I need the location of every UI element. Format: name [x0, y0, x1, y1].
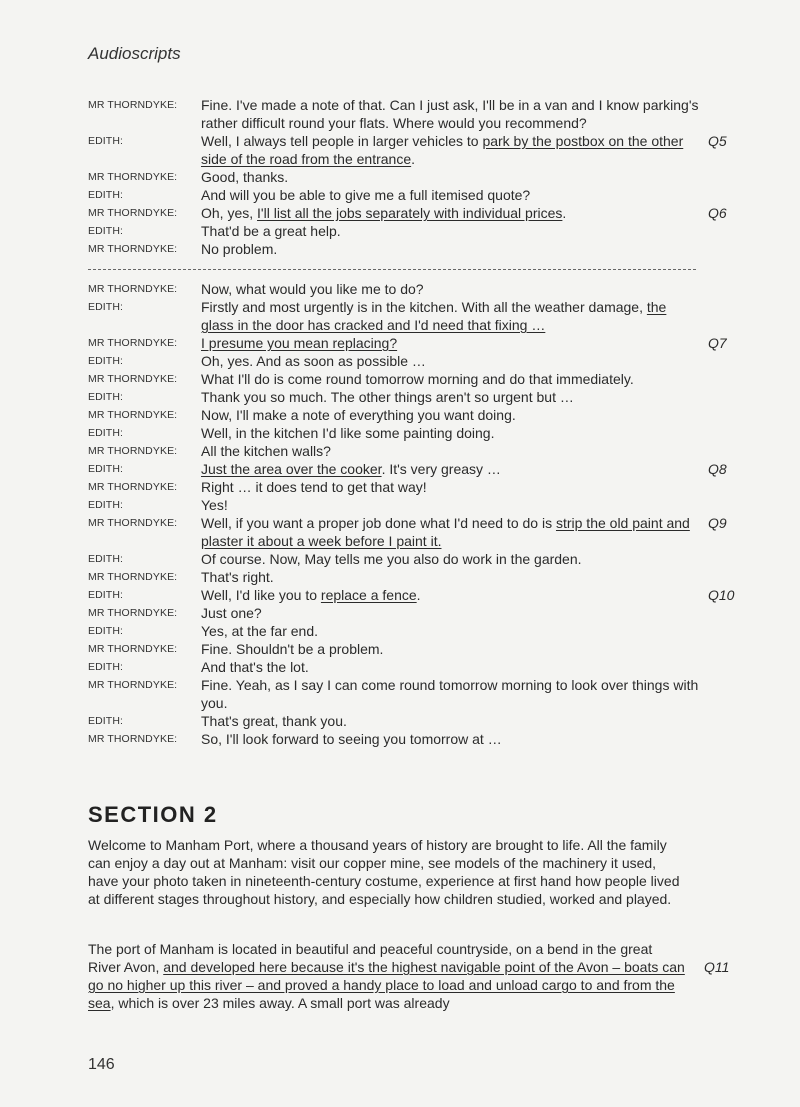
speech-text: [201, 460, 701, 478]
underlined-answer: strip the old paint and plaster it about a week before I paint it.: [201, 515, 690, 549]
underlined-answer: and developed here because it's the highest navigable point of the Avon – boats can go no higher up this river – and proved a handy place to load and unload cargo to and from the sea: [88, 959, 685, 1011]
speaker-label: EDITH:: [88, 135, 124, 147]
dialogue-line: [88, 442, 748, 460]
running-header: Audioscripts: [88, 44, 181, 63]
text-segment: What I'll do is come round tomorrow morning and do that immediately.: [201, 371, 634, 387]
speech-text: [201, 298, 701, 334]
dialogue-line: [88, 352, 748, 370]
text-segment: Well, I always tell people in larger vehicles to: [201, 133, 483, 149]
dashed-divider: [88, 269, 696, 270]
dialogue-line: [88, 514, 748, 550]
speaker-label: EDITH:: [88, 391, 124, 403]
text-segment: That's great, thank you.: [201, 713, 347, 729]
dialogue-line: [88, 676, 748, 712]
speaker-label: MR THORNDYKE:: [88, 283, 178, 295]
dialogue-line: [88, 204, 748, 222]
text-segment: .: [411, 151, 416, 167]
text-segment: Thank you so much. The other things aren't so urgent but …: [201, 389, 574, 405]
text-segment: Good, thanks.: [201, 169, 289, 185]
speaker-label: EDITH:: [88, 225, 124, 237]
paragraph-port: [88, 940, 688, 1012]
speaker-label: MR THORNDYKE:: [88, 373, 178, 385]
speech-text: [201, 622, 701, 640]
dialogue-line: [88, 222, 748, 240]
speaker-label: MR THORNDYKE:: [88, 99, 178, 111]
text-segment: Of course. Now, May tells me you also do work in the garden.: [201, 551, 582, 567]
dialogue-line: [88, 730, 748, 748]
speech-text: [201, 424, 701, 442]
underlined-answer: replace a fence: [320, 587, 417, 603]
speech-text: [201, 186, 701, 204]
question-marker: Q11: [704, 959, 730, 975]
speech-text: [201, 478, 701, 496]
speaker-label: EDITH:: [88, 427, 124, 439]
text-segment: , which is over 23 miles away. A small port was already: [110, 995, 450, 1011]
page-number: 146: [88, 1056, 115, 1073]
dialogue-line: [88, 460, 748, 478]
dialogue-line: [88, 406, 748, 424]
text-segment: Oh, yes,: [201, 205, 258, 221]
text-segment: .: [416, 587, 421, 603]
speaker-label: MR THORNDYKE:: [88, 409, 178, 421]
text-segment: Fine. Yeah, as I say I can come round tomorrow morning to look over things with you.: [201, 677, 699, 711]
underlined-answer: Just the area over the cooker: [201, 461, 382, 477]
speech-text: [201, 132, 701, 168]
underlined-answer: the glass in the door has cracked and I'd need that fixing …: [201, 299, 667, 333]
speech-text: [201, 406, 701, 424]
text-segment: Fine. I've made a note of that. Can I just ask, I'll be in a van and I know parking's rather difficult round your flats. Where would you recommend?: [201, 97, 699, 131]
speaker-label: MR THORNDYKE:: [88, 733, 178, 745]
text-segment: Now, I'll make a note of everything you want doing.: [201, 407, 516, 423]
question-marker: Q5: [708, 133, 727, 149]
speech-text: [201, 640, 701, 658]
speaker-label: MR THORNDYKE:: [88, 337, 178, 349]
speech-text: [201, 730, 701, 748]
text-segment: That's right.: [201, 569, 274, 585]
text-segment: Right … it does tend to get that way!: [201, 479, 427, 495]
speech-text: [201, 586, 701, 604]
dialogue-line: [88, 712, 748, 730]
speaker-label: MR THORNDYKE:: [88, 571, 178, 583]
speech-text: [201, 514, 701, 550]
dialogue-line: [88, 586, 748, 604]
dialogue-line: [88, 298, 748, 334]
dialogue-line: [88, 640, 748, 658]
text-segment: Yes!: [201, 497, 228, 513]
speech-text: [201, 168, 701, 186]
question-marker: Q10: [708, 587, 735, 603]
dialogue-part-2: [88, 280, 748, 748]
speech-text: [201, 496, 701, 514]
underlined-answer: I'll list all the jobs separately with individual prices: [257, 205, 563, 221]
speech-text: [201, 204, 701, 222]
question-marker: Q6: [708, 205, 727, 221]
text-segment: . It's very greasy …: [381, 461, 501, 477]
dialogue-line: [88, 550, 748, 568]
text-segment: And will you be able to give me a full itemised quote?: [201, 187, 531, 203]
dialogue-line: [88, 496, 748, 514]
question-marker: Q9: [708, 515, 727, 531]
speaker-label: EDITH:: [88, 625, 124, 637]
speaker-label: MR THORNDYKE:: [88, 517, 178, 529]
speaker-label: MR THORNDYKE:: [88, 243, 178, 255]
text-segment: So, I'll look forward to seeing you tomorrow at …: [201, 731, 502, 747]
dialogue-line: [88, 478, 748, 496]
dialogue-line: [88, 96, 748, 132]
speech-text: [201, 442, 701, 460]
dialogue-line: [88, 424, 748, 442]
dialogue-line: [88, 388, 748, 406]
speaker-label: EDITH:: [88, 661, 124, 673]
speaker-label: MR THORNDYKE:: [88, 171, 178, 183]
speaker-label: EDITH:: [88, 189, 124, 201]
speaker-label: MR THORNDYKE:: [88, 679, 178, 691]
speaker-label: MR THORNDYKE:: [88, 207, 178, 219]
dialogue-transcript: [88, 96, 748, 748]
speech-text: [201, 658, 701, 676]
text-segment: The port of Manham is located in beautiful and peaceful countryside, on a bend in the great River Avon,: [88, 941, 653, 975]
speech-text: [201, 550, 701, 568]
dialogue-line: [88, 370, 748, 388]
speaker-label: EDITH:: [88, 715, 124, 727]
dialogue-line: [88, 240, 748, 258]
question-marker: Q8: [708, 461, 727, 477]
dialogue-line: [88, 280, 748, 298]
text-segment: Firstly and most urgently is in the kitchen. With all the weather damage,: [201, 299, 647, 315]
dialogue-part-1: [88, 96, 748, 258]
speaker-label: EDITH:: [88, 301, 124, 313]
speech-text: [201, 676, 701, 712]
speaker-label: EDITH:: [88, 589, 124, 601]
speech-text: [201, 568, 701, 586]
dialogue-line: [88, 334, 748, 352]
underlined-answer: I presume you mean replacing?: [201, 335, 398, 351]
speaker-label: MR THORNDYKE:: [88, 481, 178, 493]
text-segment: Yes, at the far end.: [201, 623, 319, 639]
speaker-label: EDITH:: [88, 355, 124, 367]
speaker-label: MR THORNDYKE:: [88, 607, 178, 619]
text-segment: All the kitchen walls?: [201, 443, 331, 459]
dialogue-line: [88, 186, 748, 204]
text-segment: Just one?: [201, 605, 262, 621]
speech-text: [201, 334, 701, 352]
paragraph-intro: Welcome to Manham Port, where a thousand years of history are brought to life. All the family can enjoy a day out at Manham: visit our copper mine, see models of the machinery it used, have your photo taken in nineteenth-century costume, experience at first hand how people lived at different stages throughout history, and especially how children studied, worked and played.: [88, 837, 680, 907]
underlined-answer: park by the postbox on the other side of the road from the entrance: [201, 133, 684, 167]
speech-text: [201, 388, 701, 406]
text-segment: Well, if you want a proper job done what I'd need to do is: [201, 515, 556, 531]
dialogue-line: [88, 168, 748, 186]
speech-text: [201, 604, 701, 622]
speech-text: [201, 222, 701, 240]
text-segment: .: [562, 205, 567, 221]
text-segment: And that's the lot.: [201, 659, 309, 675]
text-segment: Well, in the kitchen I'd like some painting doing.: [201, 425, 495, 441]
question-marker: Q7: [708, 335, 727, 351]
speaker-label: EDITH:: [88, 499, 124, 511]
text-segment: Fine. Shouldn't be a problem.: [201, 641, 384, 657]
text-segment: Well, I'd like you to: [201, 587, 321, 603]
dialogue-line: [88, 132, 748, 168]
dialogue-line: [88, 658, 748, 676]
dialogue-line: [88, 568, 748, 586]
speaker-label: MR THORNDYKE:: [88, 445, 178, 457]
dialogue-line: [88, 622, 748, 640]
section-title: SECTION 2: [88, 802, 218, 827]
speech-text: [201, 352, 701, 370]
text-segment: No problem.: [201, 241, 278, 257]
speaker-label: EDITH:: [88, 553, 124, 565]
speaker-label: EDITH:: [88, 463, 124, 475]
dialogue-line: [88, 604, 748, 622]
text-segment: Oh, yes. And as soon as possible …: [201, 353, 426, 369]
text-segment: Now, what would you like me to do?: [201, 281, 424, 297]
speech-text: [201, 712, 701, 730]
speaker-label: MR THORNDYKE:: [88, 643, 178, 655]
speech-text: [201, 96, 701, 132]
text-segment: That'd be a great help.: [201, 223, 341, 239]
speech-text: [201, 240, 701, 258]
speech-text: [201, 370, 701, 388]
speech-text: [201, 280, 701, 298]
